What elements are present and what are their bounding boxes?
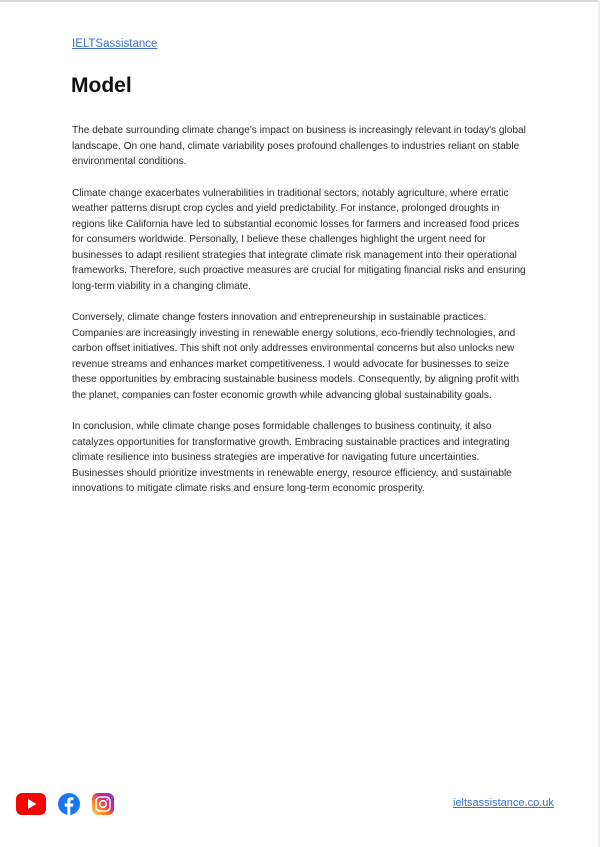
instagram-icon[interactable] [92, 793, 114, 815]
facebook-icon[interactable] [58, 793, 80, 815]
top-divider [0, 0, 600, 2]
essay-paragraph-opportunities: Conversely, climate change fosters innovation and entrepreneurship in sustainable practices. Companies are increasingly investing in renewable energy solutions, eco-friendly technologies, and carbon offset initiatives. This shift not only addresses environmental concerns but also unlocks new revenue streams and enhances market competitiveness. I would advocate for businesses to seize these opportunities by embracing sustainable business models. Consequently, by aligning profit with the planet, companies can foster economic growth while advancing global sustainability goals. [72, 312, 519, 401]
website-link[interactable]: ieltsassistance.co.uk [453, 797, 554, 809]
social-links [16, 793, 114, 815]
essay-body [72, 123, 528, 513]
essay-paragraph-conclusion: In conclusion, while climate change poses formidable challenges to business continuity, it also catalyzes opportunities for transformative growth. Embracing sustainable practices and integrating climate resilience into business strategies are imperative for navigating future uncertainties. Businesses should prioritize investments in renewable energy, resource efficiency, and sustainable innovations to mitigate climate risks and ensure long-term economic prosperity. [72, 421, 512, 494]
essay-paragraph-intro: The debate surrounding climate change's impact on business is increasingly relevant in today's global landscape. On one hand, climate variability poses profound challenges to industries reliant on stable environmental conditions. [72, 125, 526, 167]
essay-paragraph-challenges: Climate change exacerbates vulnerabilities in traditional sectors, notably agriculture, where erratic weather patterns disrupt crop cycles and yield predictability. For instance, prolonged droughts in regions like California have led to substantial economic losses for farmers and increased food prices for consumers worldwide. Personally, I believe these challenges highlight the urgent need for businesses to adapt resilient strategies that integrate climate risk management into their operational frameworks. Therefore, such proactive measures are crucial for mitigating financial risks and ensuring long-term viability in a changing climate. [72, 187, 526, 292]
page-title: Model [71, 74, 132, 97]
brand-link[interactable]: IELTSassistance [72, 38, 158, 50]
youtube-icon[interactable] [16, 793, 46, 815]
